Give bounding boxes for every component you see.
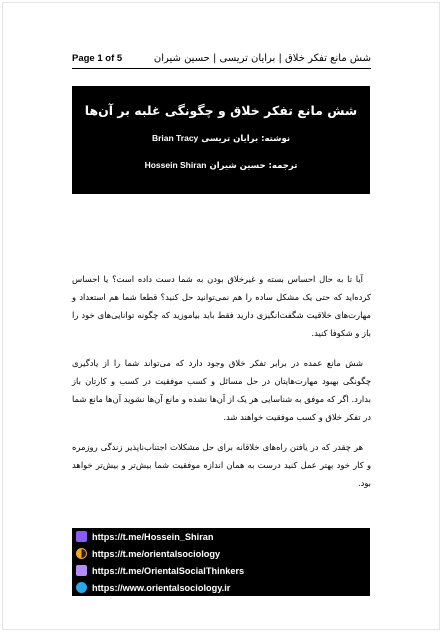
globe-icon (76, 582, 87, 593)
header-title: شش مانع تفکر خلاق | برایان تریسی | حسین شیران (153, 53, 371, 64)
translator-latin: Hossein Shiran (144, 160, 207, 170)
link-row[interactable] (72, 579, 370, 596)
author-latin: Brian Tracy (151, 133, 199, 143)
channel-icon (76, 548, 87, 559)
link-text[interactable]: https://t.me/Hossein_Shiran (92, 531, 214, 542)
body-text (72, 270, 371, 504)
link-row[interactable] (72, 545, 370, 562)
paragraph: هر چقدر که در یافتن راه‌های خلاقانه برای حل مشکلات اجتناب‌ناپذیر زندگی روزمره و کار خود بهتر عمل کنید درست به همان اندازه موفقیت شما بیش‌تر و بیش‌تر خواهد بود. (72, 442, 371, 488)
document-title: شش مانع تفکر خلاق و چگونگی غلبه بر آن‌ها (84, 103, 358, 118)
link-text[interactable]: https://t.me/orientalsociology (92, 548, 221, 559)
paragraph: شش مانع عمده در برابر تفکر خلاق وجود دارد که می‌تواند شما را از یادگیری چگونگی بهبود مهارت‌هایتان در حل مسائل و کسب موفقیت در کسب و کارتان باز بدارد. اگر که موفق به شناسایی هر یک از آن‌ها نشده و مانع آن‌ها نشوید آن‌ها مانع شما در تفکر خلاق و کسب موفقیت خواهند شد. (72, 358, 371, 422)
author-label: نوشته: برایان تریسی (201, 134, 291, 144)
page-header (72, 52, 371, 69)
link-row[interactable] (72, 562, 370, 579)
group-icon (76, 565, 87, 576)
link-text[interactable]: https://t.me/OrientalSocialThinkers (92, 565, 245, 576)
title-box (72, 86, 370, 194)
link-text[interactable]: https://www.orientalsociology.ir (92, 582, 231, 593)
translator-line (72, 159, 370, 172)
links-box (72, 528, 370, 596)
author-line (72, 132, 370, 145)
twitch-icon (76, 531, 87, 542)
page-number: Page 1 of 5 (72, 53, 123, 64)
link-row[interactable] (72, 528, 370, 545)
translator-label: ترجمه: حسین شیران (209, 161, 298, 171)
paragraph: آیا تا به حال احساس بسته و غیرخلاق بودن به شما دست داده است؟ یا احساس کرده‌اید که حتی یک مشکل ساده را هم نمی‌توانید حل کنید؟ قطعا شما هم استعداد و مهارت‌های خلاقیت شگفت‌انگیزی دارید فقط باید بیاموزید که چگونه توانایی‌های خود را باز و شکوفا کنید. (72, 274, 371, 338)
